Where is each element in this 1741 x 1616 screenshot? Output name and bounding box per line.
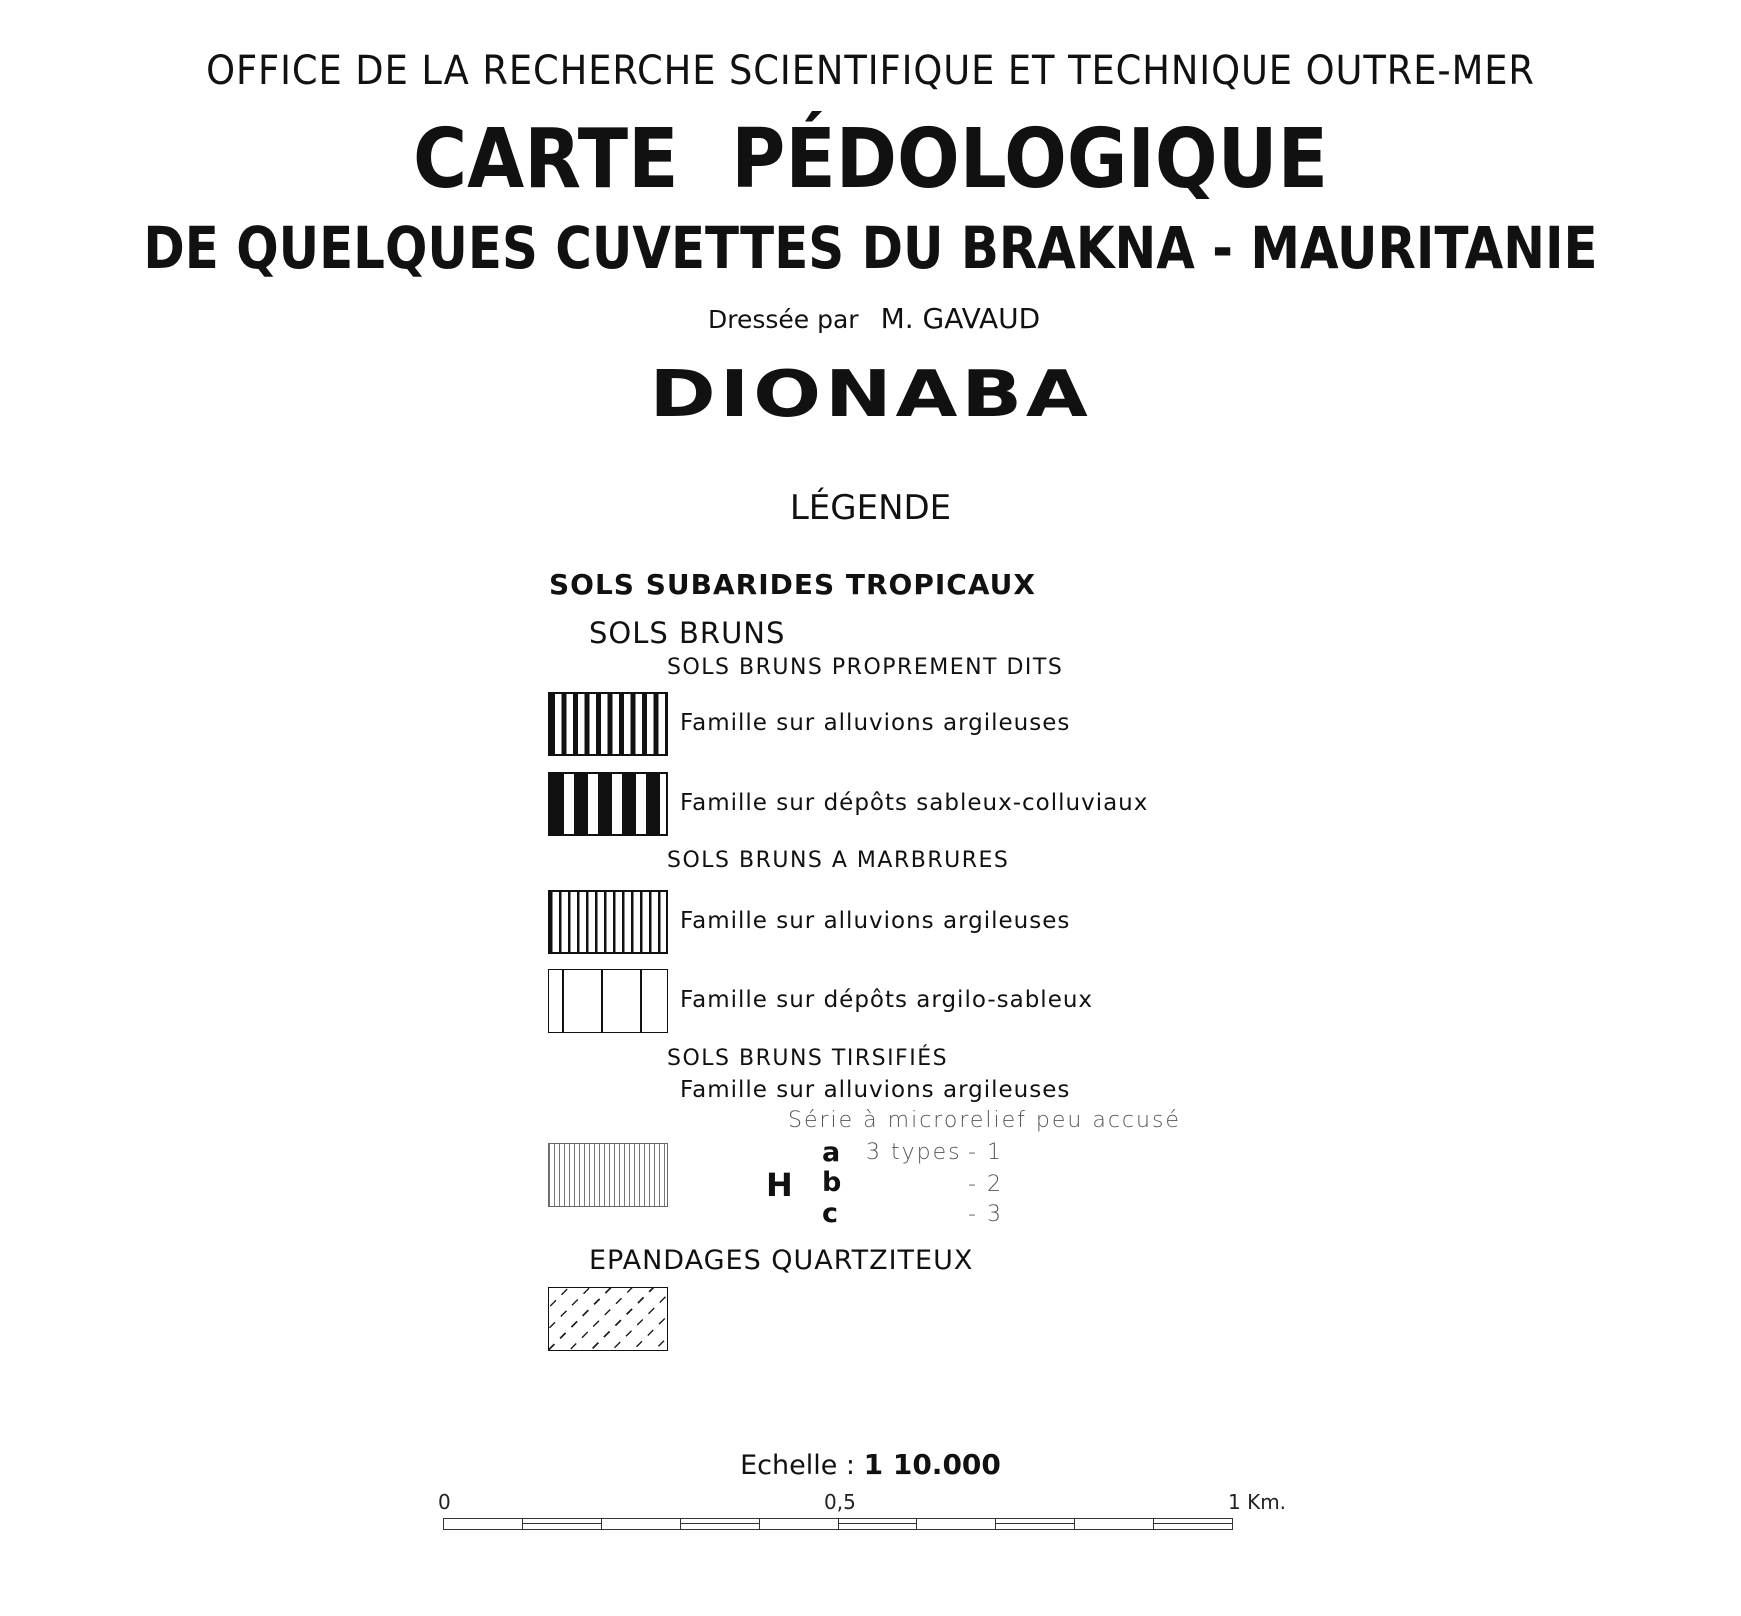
map-subtitle: DE QUELQUES CUVETTES DU BRAKNA - MAURITANIE — [143, 214, 1598, 282]
legend-family-label: Famille sur alluvions argileuses — [680, 1077, 1071, 1103]
legend-type-letter: b — [822, 1167, 842, 1198]
author-line — [708, 302, 1040, 335]
legend-item-label: Famille sur dépôts argilo-sableux — [680, 987, 1094, 1013]
scale-segment — [443, 1518, 522, 1530]
legend-symbol-h: H — [766, 1166, 793, 1204]
locality-name: DIONABA — [649, 358, 1092, 432]
legend-item-label: Famille sur alluvions argileuses — [680, 710, 1071, 736]
legend-swatch-wide-lines — [548, 969, 668, 1033]
scale-label: Echelle : 1 10.000 — [740, 1448, 1001, 1481]
scale-segment — [601, 1518, 680, 1530]
legend-other-title: EPANDAGES QUARTZITEUX — [589, 1245, 974, 1276]
scale-segment — [680, 1518, 759, 1530]
scale-tick-half: 0,5 — [824, 1490, 856, 1514]
scale-segment — [1074, 1518, 1153, 1530]
legend-swatch-hairlines — [548, 1143, 668, 1207]
institution-name: OFFICE DE LA RECHERCHE SCIENTIFIQUE ET TECHNIQUE OUTRE-MER — [206, 48, 1535, 94]
legend-group-title: SOLS BRUNS PROPREMENT DITS — [667, 655, 1064, 680]
scale-segment — [1153, 1518, 1233, 1530]
legend-swatch-thin-lines — [548, 890, 668, 954]
legend-class: SOLS SUBARIDES TROPICAUX — [549, 568, 1036, 601]
legend-swatch-diagonal-dashes — [548, 1287, 668, 1351]
legend-series-label: Série à microrelief peu accusé — [788, 1108, 1181, 1133]
legend-type-number: - 1 — [968, 1140, 1003, 1165]
legend-group-title: SOLS BRUNS TIRSIFIÉS — [667, 1046, 949, 1071]
author-name: M. GAVAUD — [880, 302, 1041, 335]
legend-title: LÉGENDE — [789, 488, 952, 528]
legend-type-letter: c — [822, 1198, 839, 1229]
legend-type-number: - 2 — [968, 1172, 1003, 1197]
scale-bar — [443, 1518, 1233, 1530]
scale-segment — [916, 1518, 995, 1530]
legend-types-label: 3 types — [866, 1140, 962, 1165]
legend-subclass: SOLS BRUNS — [589, 616, 786, 650]
scale-tick-0: 0 — [438, 1490, 451, 1514]
scale-ratio: 1 10.000 — [863, 1448, 1001, 1481]
legend-type-letter: a — [822, 1137, 841, 1168]
scale-segment — [838, 1518, 917, 1530]
scale-segment — [522, 1518, 601, 1530]
legend-item-label: Famille sur alluvions argileuses — [680, 908, 1071, 934]
scale-tick-1km: 1 Km. — [1228, 1490, 1287, 1514]
legend-item-label: Famille sur dépôts sableux-colluviaux — [680, 790, 1149, 816]
scale-segment — [995, 1518, 1074, 1530]
legend-swatch-bold-stripes — [548, 772, 668, 836]
scale-segment — [759, 1518, 838, 1530]
legend-swatch-fine-stripes — [548, 692, 668, 756]
map-title: CARTE PÉDOLOGIQUE — [413, 112, 1328, 207]
legend-group-title: SOLS BRUNS A MARBRURES — [667, 848, 1010, 873]
legend-type-number: - 3 — [968, 1202, 1003, 1227]
author-prefix: Dressée par — [708, 305, 859, 334]
